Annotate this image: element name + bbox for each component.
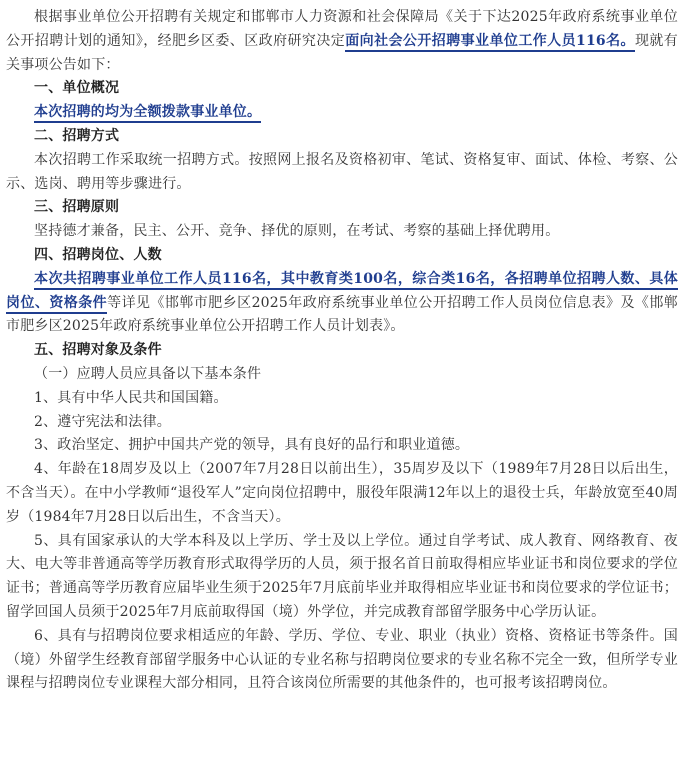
section-5-subheading: （一）应聘人员应具备以下基本条件 <box>34 365 262 382</box>
condition-item: 4、年龄在18周岁及以上（2007年7月28日以前出生），35周岁及以下（1989年7月28日以后出生，不含当天）。在中小学教师“退役军人”定向岗位招聘中，服役年限满12年以上的退役士兵，年龄放宽至40周岁（1984年7月28日以后出生，不含当天）。 <box>6 461 678 525</box>
intro-paragraph <box>6 6 678 77</box>
intro-highlight: 面向社会公开招聘事业单位工作人员116名。 <box>345 33 635 52</box>
condition-item: 2、遵守宪法和法律。 <box>34 413 171 430</box>
condition-item: 3、政治坚定、拥护中国共产党的领导，具有良好的品行和职业道德。 <box>34 437 470 454</box>
condition-item: 5、具有国家承认的大学本科及以上学历、学士及以上学位。通过自学考试、成人教育、网络教育、夜大、电大等非普通高等学历教育形式取得学历的人员，须于报名首日前取得相应毕业证书和岗位要求的学位证书；普通高等学历教育应届毕业生须于2025年7月底前毕业并取得相应毕业证书和岗位要求的学位证书；留学回国人员须于2025年7月底前取得国（境）外学位，并完成教育部留学服务中心学历认证。 <box>6 532 678 620</box>
intro-text: 根据事业单位公开招聘有关规定和邯郸市人力资源和社会保障局《关于下达2025年政府系统事业单位公开招聘计划的通知》，经肥乡区委、区政府研究决定 <box>6 9 678 49</box>
section-1-highlight: 本次招聘的均为全额拨款事业单位。 <box>34 104 261 123</box>
section-4-text: 等详见《邯郸市肥乡区2025年政府系统事业单位公开招聘工作人员岗位信息表》及《邯郸市肥乡区2025年政府系统事业单位公开招聘工作人员计划表》。 <box>6 294 679 335</box>
section-2-text: 本次招聘工作采取统一招聘方式。按照网上报名及资格初审、笔试、资格复审、面试、体检、考察、公示、选岗、聘用等步骤进行。 <box>6 151 678 192</box>
section-5-heading: 五、招聘对象及条件 <box>34 342 162 359</box>
section-4-heading: 四、招聘岗位、人数 <box>34 246 162 263</box>
section-2-heading: 二、招聘方式 <box>34 127 120 144</box>
section-4-paragraph <box>6 268 678 339</box>
condition-item: 1、具有中华人民共和国国籍。 <box>34 389 228 406</box>
section-4-highlight: 本次共招聘事业单位工作人员116名，其中教育类100名，综合类16名，各招聘单位招聘人数、具体岗位、资格条件 <box>6 271 678 314</box>
section-1-paragraph <box>6 101 678 125</box>
notice-document <box>6 6 678 696</box>
section-3-heading: 三、招聘原则 <box>34 199 120 216</box>
section-3-text: 坚持德才兼备，民主、公开、竞争、择优的原则，在考试、考察的基础上择优聘用。 <box>34 223 560 240</box>
condition-item: 6、具有与招聘岗位要求相适应的年龄、学历、学位、专业、职业（执业）资格、资格证书等条件。国（境）外留学生经教育部留学服务中心认证的专业名称与招聘岗位要求的专业名称不完全一致，但所学专业课程与招聘岗位专业课程大部分相同，且符合该岗位所需要的其他条件的，也可报考该招聘岗位。 <box>6 627 678 692</box>
intro-tail: 现就有关事项公告如下： <box>6 32 678 73</box>
section-1-heading: 一、单位概况 <box>34 80 120 97</box>
